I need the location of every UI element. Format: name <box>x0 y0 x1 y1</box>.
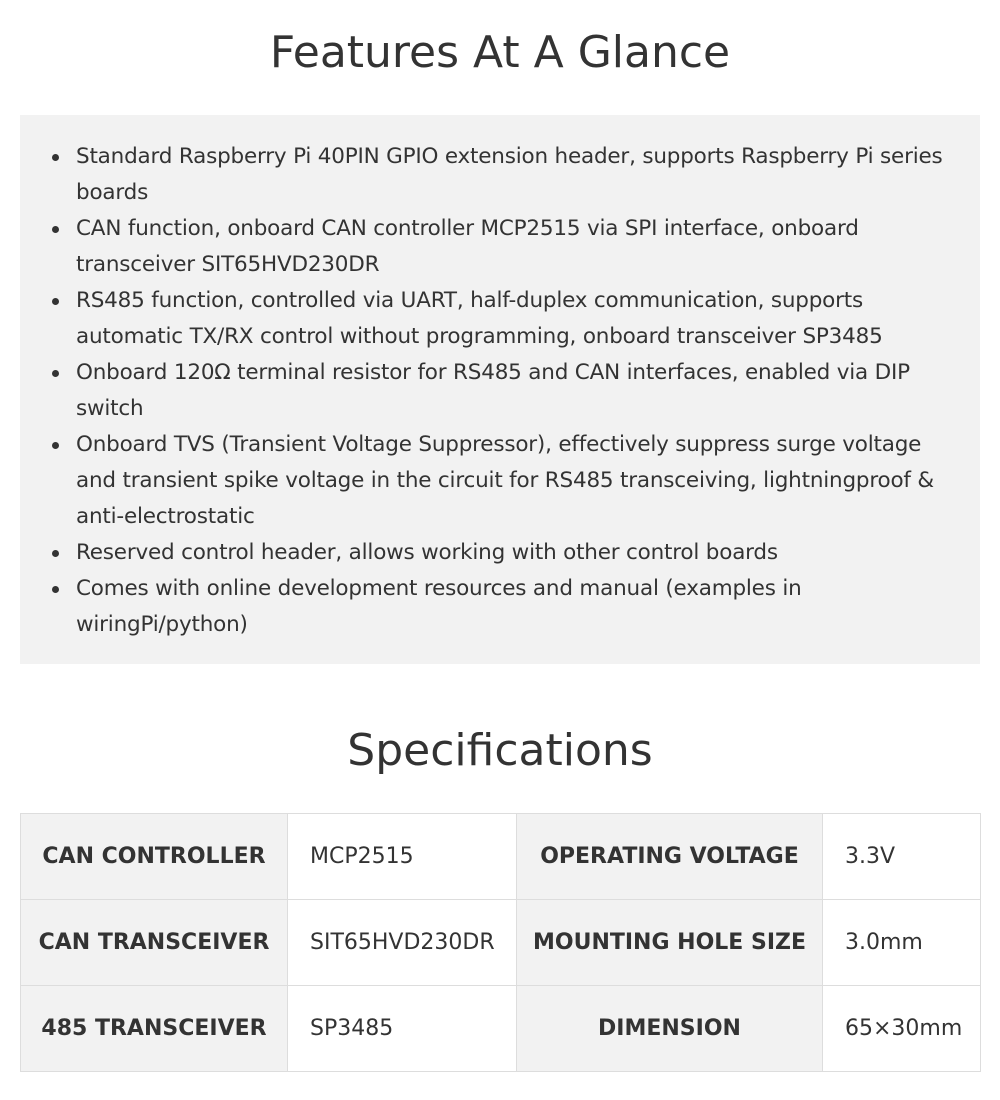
feature-text: Comes with online development resources and manual (examples in wiringPi/python) <box>76 576 802 637</box>
specifications-table <box>20 813 981 1072</box>
bullet-icon <box>52 154 59 161</box>
bullet-icon <box>52 550 59 557</box>
feature-item <box>76 427 960 535</box>
bullet-icon <box>52 586 59 593</box>
table-row <box>21 900 981 986</box>
feature-item <box>76 355 960 427</box>
feature-text: Reserved control header, allows working with other control boards <box>76 540 778 565</box>
spec-label: OPERATING VOLTAGE <box>517 814 823 900</box>
feature-item <box>76 571 960 643</box>
feature-text: Onboard 120Ω terminal resistor for RS485 and CAN interfaces, enabled via DIP switch <box>76 360 910 421</box>
spec-value: SIT65HVD230DR <box>288 900 517 986</box>
spec-value: MCP2515 <box>288 814 517 900</box>
spec-value: SP3485 <box>288 986 517 1072</box>
spec-value: 3.3V <box>823 814 981 900</box>
bullet-icon <box>52 298 59 305</box>
spec-value: 3.0mm <box>823 900 981 986</box>
feature-text: CAN function, onboard CAN controller MCP2515 via SPI interface, onboard transceiver SIT65HVD230DR <box>76 216 859 277</box>
specifications-title: Specifications <box>347 725 653 776</box>
bullet-icon <box>52 442 59 449</box>
bullet-icon <box>52 370 59 377</box>
bullet-icon <box>52 226 59 233</box>
table-row <box>21 814 981 900</box>
spec-label: DIMENSION <box>517 986 823 1072</box>
features-list <box>20 139 980 643</box>
feature-item <box>76 139 960 211</box>
feature-text: RS485 function, controlled via UART, half-duplex communication, supports automatic TX/RX control without programming, onboard transceiver SP3485 <box>76 288 883 349</box>
feature-item <box>76 283 960 355</box>
feature-text: Standard Raspberry Pi 40PIN GPIO extension header, supports Raspberry Pi series boards <box>76 144 943 205</box>
feature-item <box>76 535 960 571</box>
spec-value: 65×30mm <box>823 986 981 1072</box>
table-row <box>21 986 981 1072</box>
features-title: Features At A Glance <box>269 27 731 78</box>
feature-item <box>76 211 960 283</box>
spec-label: MOUNTING HOLE SIZE <box>517 900 823 986</box>
spec-label: 485 TRANSCEIVER <box>21 986 288 1072</box>
spec-label: CAN TRANSCEIVER <box>21 900 288 986</box>
features-panel <box>20 115 980 664</box>
spec-label: CAN CONTROLLER <box>21 814 288 900</box>
feature-text: Onboard TVS (Transient Voltage Suppressor), effectively suppress surge voltage and transient spike voltage in the circuit for RS485 transceiving, lightningproof & anti-electrostatic <box>76 432 934 529</box>
